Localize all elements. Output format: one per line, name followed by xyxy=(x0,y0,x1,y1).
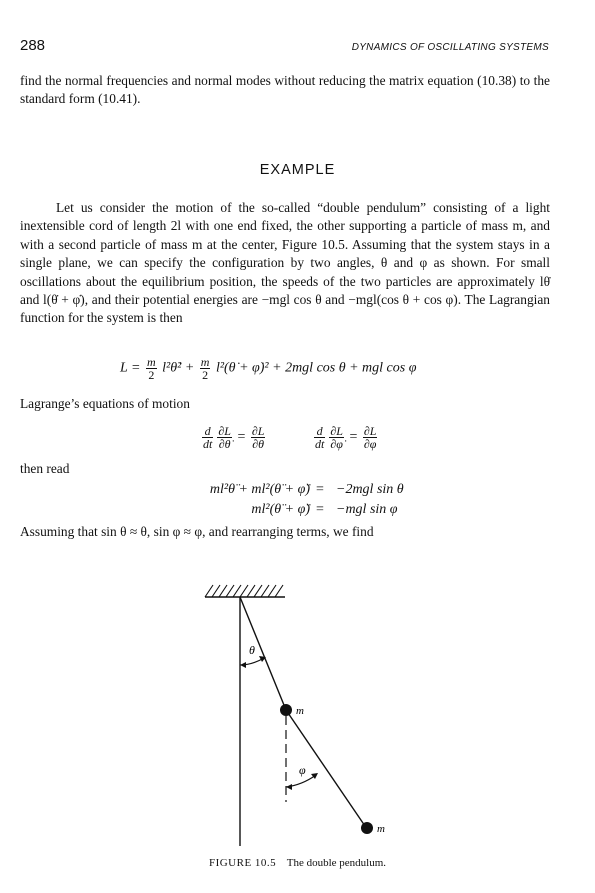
page-number: 288 xyxy=(20,37,46,54)
lagrangian-equation xyxy=(120,356,416,381)
mass-2-label: m xyxy=(377,823,385,835)
phi-label: φ xyxy=(299,763,306,777)
fraction-denominator: 2 xyxy=(148,368,155,382)
equals-sign: = xyxy=(237,429,246,445)
lagrange-equation-phi xyxy=(312,425,379,450)
mass-1-label: m xyxy=(296,705,304,717)
partial-L-2: ∂L xyxy=(251,424,265,438)
motion-eq-2-lhs: ml²(θ̈ + φ̈) xyxy=(251,502,310,517)
partial-phi-dot: ∂φ̇ xyxy=(330,437,343,451)
motion-eq-1-lhs: ml²θ̈ + ml²(θ̈ + φ̈) xyxy=(209,482,310,497)
partial-L: ∂L xyxy=(218,424,231,438)
motion-eq-2-equals: = xyxy=(316,502,324,517)
dt-symbol-2: dt xyxy=(315,437,325,451)
fraction-numerator-2: m xyxy=(200,355,210,369)
mass-2 xyxy=(361,822,373,834)
lagrange-label: Lagrange’s equations of motion xyxy=(20,396,190,411)
partial-phi: ∂φ xyxy=(363,437,377,451)
mass-1 xyxy=(280,704,292,716)
lagrangian-lhs: L = xyxy=(120,360,141,376)
d-symbol-2: d xyxy=(314,425,325,438)
assuming-text: Assuming that sin θ ≈ θ, sin φ ≈ φ, and rearranging terms, we find xyxy=(20,524,374,539)
figure-caption-label: FIGURE 10.5 xyxy=(208,857,277,869)
running-title: DYNAMICS OF OSCILLATING SYSTEMS xyxy=(351,42,549,53)
equals-sign-2: = xyxy=(349,429,358,445)
motion-eq-2-rhs: −mgl sin φ xyxy=(336,502,398,517)
section-heading: EXAMPLE xyxy=(259,162,336,178)
then-read-label: then read xyxy=(20,461,70,476)
motion-equations xyxy=(186,482,486,522)
lagrangian-term-2: l²(θ̇ + φ̇)² + 2mgl cos θ + mgl cos φ xyxy=(215,360,417,376)
d-symbol: d xyxy=(202,425,213,438)
figure-caption xyxy=(0,857,595,869)
ceiling-hatching xyxy=(205,585,283,597)
partial-L-4: ∂L xyxy=(363,424,377,438)
fraction-m-over-2-second xyxy=(200,356,211,381)
lower-rod xyxy=(286,710,365,826)
lagrange-equation-theta xyxy=(200,425,267,450)
motion-eq-1-equals: = xyxy=(316,482,324,497)
partial-L-3: ∂L xyxy=(330,424,343,438)
motion-equation-1 xyxy=(186,482,486,502)
theta-arrow-left xyxy=(240,662,246,668)
motion-eq-1-rhs: −2mgl sin θ xyxy=(336,482,404,497)
intro-paragraph: find the normal frequencies and normal modes without reducing the matrix equation (10.38) to the standard form (10.41). xyxy=(20,73,550,107)
fraction-m-over-2 xyxy=(146,356,157,381)
dt-symbol: dt xyxy=(203,437,213,451)
fraction-numerator: m xyxy=(146,355,156,369)
phi-arrow-left xyxy=(286,784,292,790)
figure-caption-text: The double pendulum. xyxy=(286,857,387,869)
fraction-denominator-2: 2 xyxy=(202,368,209,382)
example-paragraph: Let us consider the motion of the so-called “double pendulum” consisting of a light inextensible cord of length 2l with one end fixed, the other supporting a particle of mass m, and with a second particle of mass m at the center, Figure 10.5. Assuming that the system stays in a single plane, we can specify the configuration by two angles, θ and φ as shown. For small oscillations about the equilibrium position, the speeds of the two particles are approximately lθ̇ and l(θ̇ + φ̇), and their potential energies are −mgl cos θ and −mgl(cos θ + cos φ). The Lagrangian function for the system is then xyxy=(20,200,550,326)
lagrangian-term-1: l²θ̇² + xyxy=(162,360,195,376)
partial-theta-dot: ∂θ̇ xyxy=(218,437,231,451)
theta-label: θ xyxy=(249,643,255,657)
double-pendulum-figure xyxy=(0,570,595,855)
partial-theta: ∂θ xyxy=(252,437,265,451)
upper-rod xyxy=(240,597,286,710)
motion-equation-2 xyxy=(186,502,486,522)
